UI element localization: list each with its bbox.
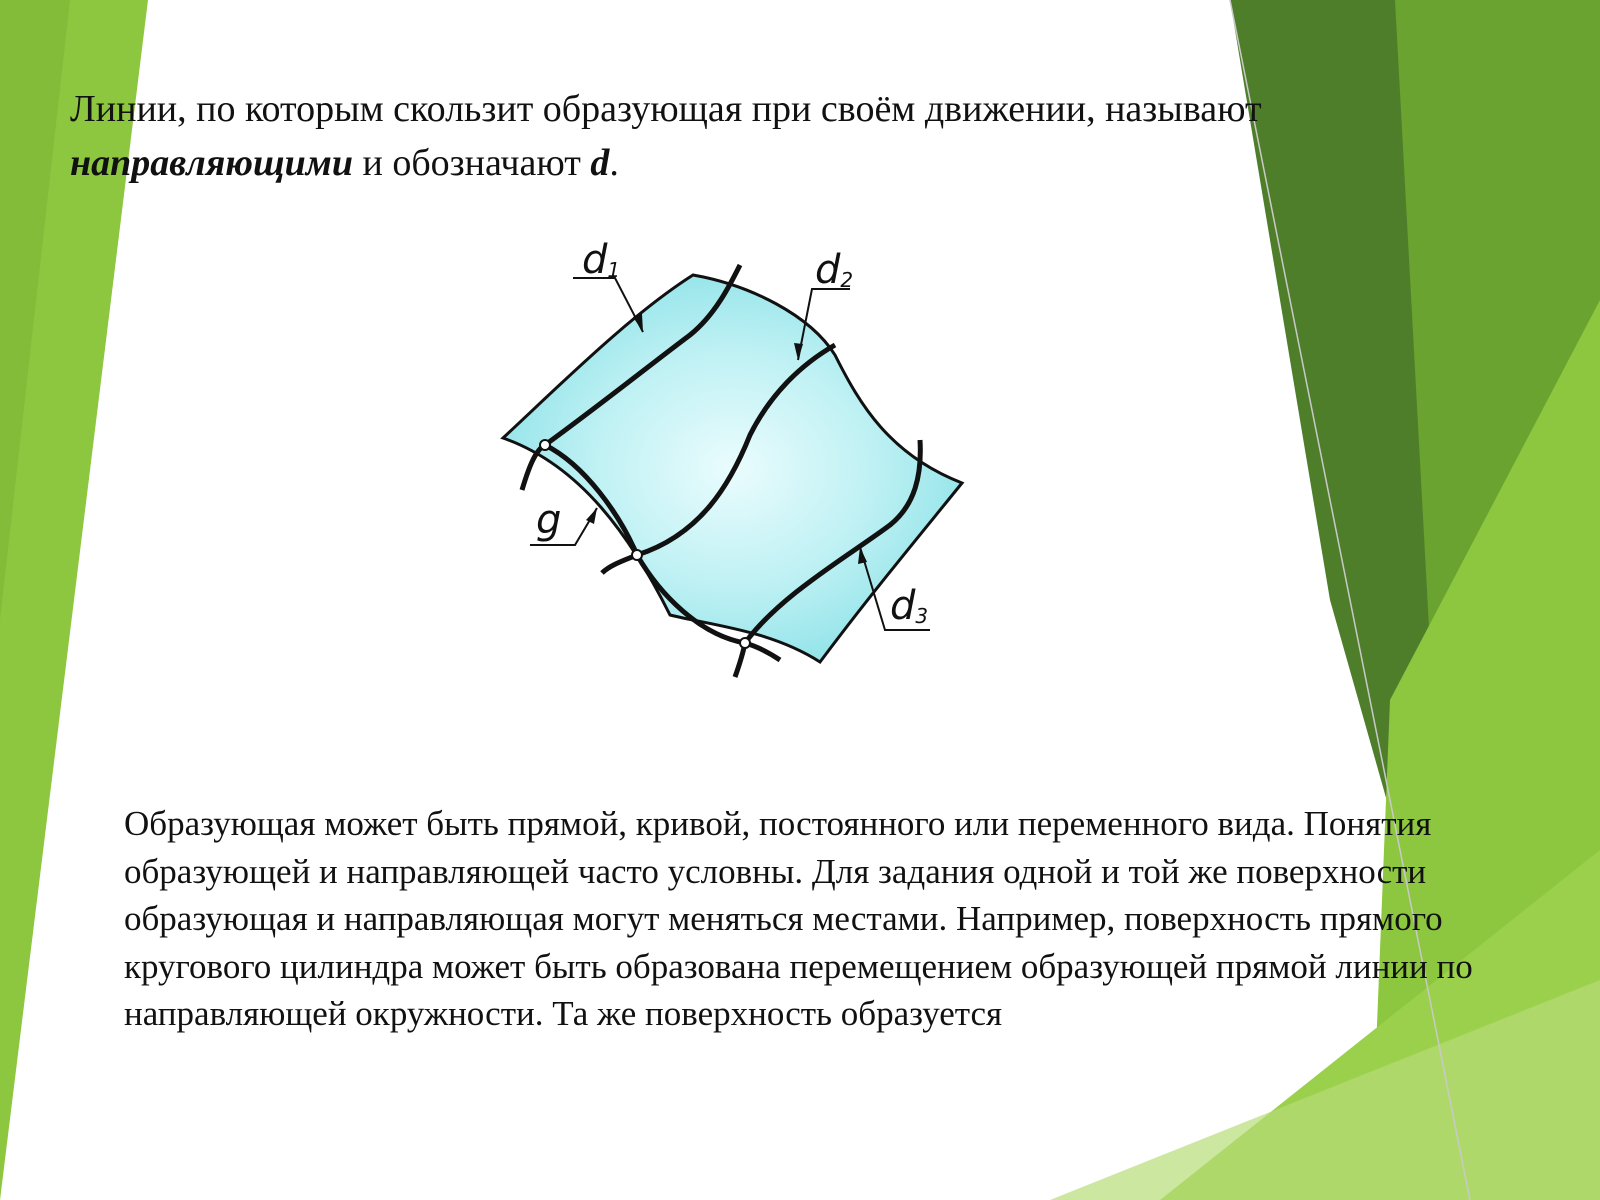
label-d1-sub: 1 <box>607 258 621 282</box>
heading-symbol: d <box>590 142 610 184</box>
leader-g-arrow <box>586 508 597 524</box>
label-g: g <box>536 497 562 543</box>
intersection-point <box>632 550 642 560</box>
label-d3 <box>890 583 928 629</box>
label-d2 <box>815 247 853 293</box>
label-d3-main: d <box>890 583 916 629</box>
surface-diagram <box>490 235 990 705</box>
intersection-point <box>540 440 550 450</box>
intersection-point <box>740 638 750 648</box>
label-d3-sub: 3 <box>915 604 929 628</box>
slide-heading <box>70 82 1370 190</box>
heading-emphasis: направляющими <box>70 142 353 184</box>
label-d1 <box>582 237 620 283</box>
heading-part2: и обозначают <box>352 142 591 184</box>
label-d1-main: d <box>582 237 608 283</box>
label-d2-main: d <box>815 247 841 293</box>
heading-end: . <box>609 142 619 184</box>
label-d2-sub: 2 <box>840 268 854 292</box>
slide-body-text: Образующая может быть прямой, кривой, постоянного или переменного вида. Понятия образующей и направляющей часто условны. Для задания одной и той же поверхности образующая и направляющая могут меняться местами. Например, поверхность прямого кругового цилиндра может быть образована перемещением образующей прямой линии по направляющей окружности. Та же поверхность образуется <box>124 804 1473 1033</box>
heading-part1: Линии, по которым скользит образующая при своём движении, называют <box>70 88 1262 130</box>
